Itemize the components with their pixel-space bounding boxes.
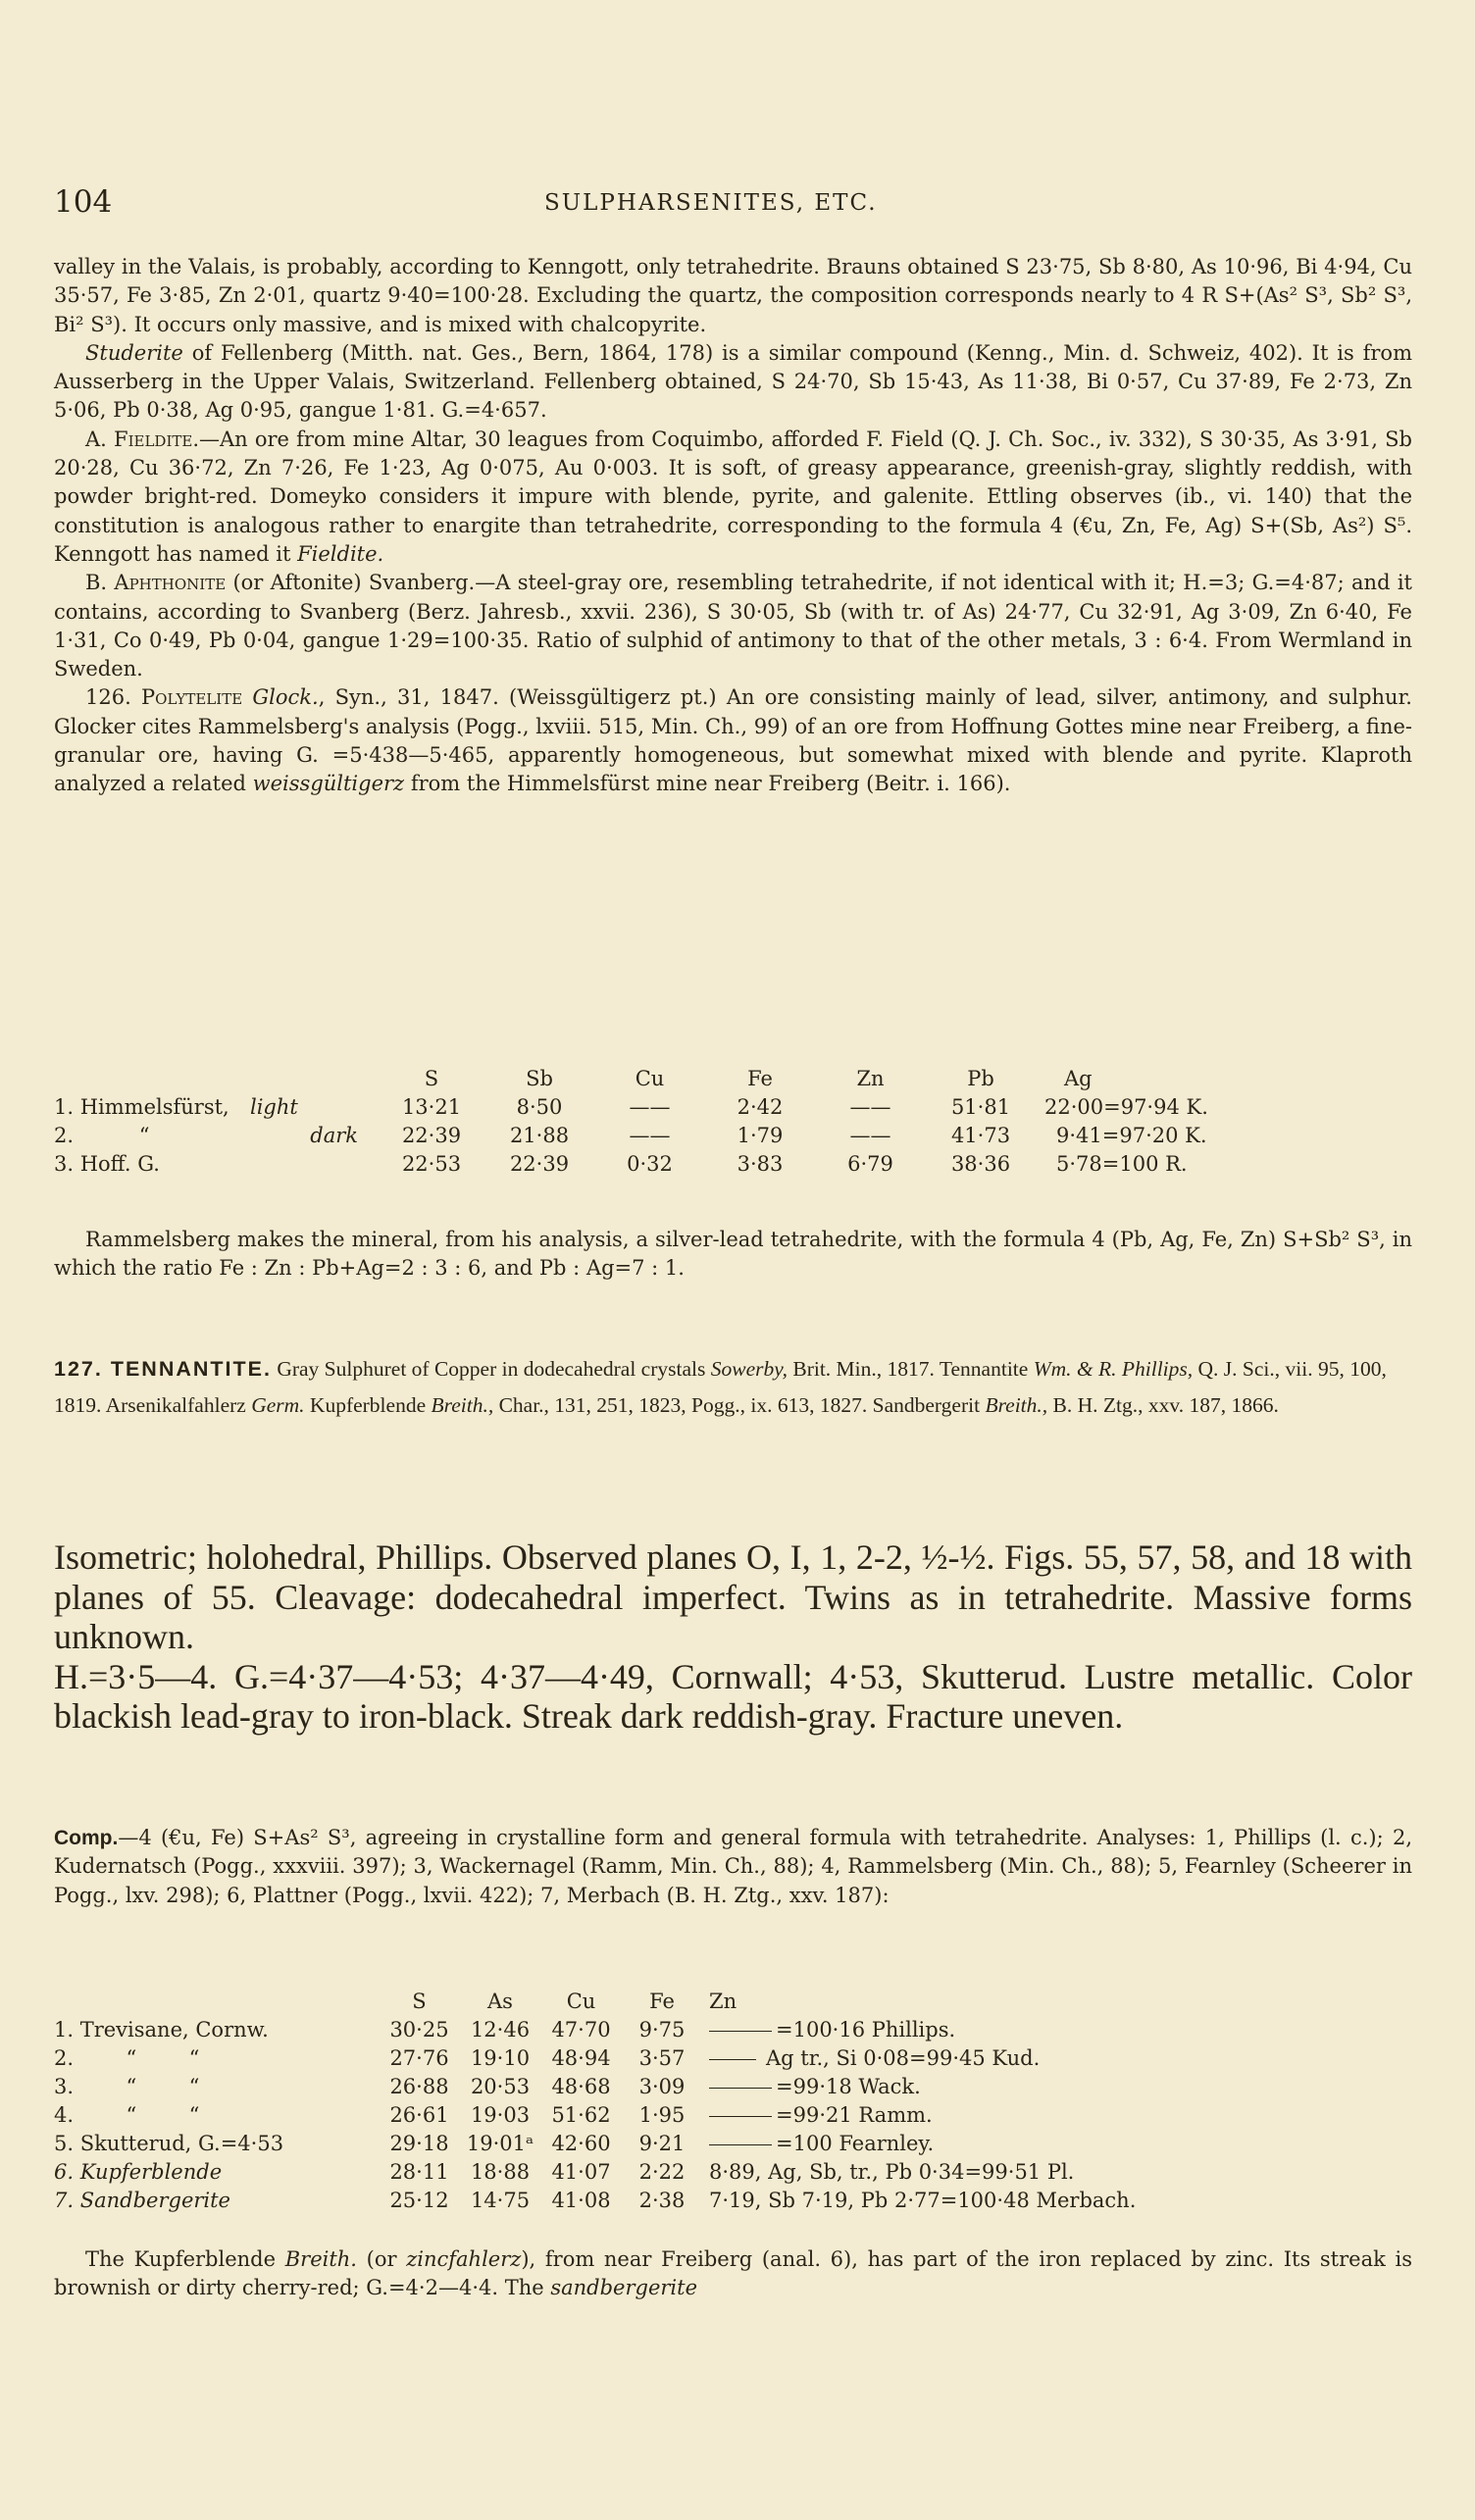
table-row: 1. Himmelsfürst, light 13·21 8·50 —— 2·42 —— 51·81 22·00=97·94 K. xyxy=(54,1094,1208,1119)
table-row: 2. “ dark 22·39 21·88 —— 1·79 —— 41·73 9·41=97·20 K. xyxy=(54,1123,1207,1147)
dash-rule xyxy=(709,2031,772,2032)
column-header: Fe xyxy=(649,1989,675,2013)
species-heading: 127. TENNANTITE. Gray Sulphuret of Copper in dodecahedral crystals Sowerby, Brit. Min., 1817. Tennantite Wm. & R. Phillips, Q. J. Sci., vii. 95, 100, 1819. Arsenikalfahlerz Germ. Kupferblende Breith., Char., 131, 251, 1823, Pogg., ix. 613, 1827. Sandbergerit Breith., B. H. Ztg., xxv. 187, 1866. xyxy=(54,1357,1387,1417)
tennantite-analysis-table xyxy=(54,1987,1388,2214)
book-page xyxy=(54,0,1412,2520)
column-header: As xyxy=(487,1989,513,2013)
dash-rule xyxy=(709,2088,772,2089)
crystal-description xyxy=(54,1537,1412,1737)
column-header: Sb xyxy=(526,1066,553,1090)
column-header: Ag xyxy=(1064,1066,1093,1090)
table-row: 3. Hoff. G. 22·53 22·39 0·32 3·83 6·79 38·36 5·78=100 R. xyxy=(54,1151,1188,1176)
table-row: 4. “ “ 26·61 19·03 51·62 1·95 =99·21 Ramm. xyxy=(54,2102,933,2127)
table-row: 5. Skutterud, G.=4·53 29·18 19·01ᵃ 42·60 9·21 =100 Fearnley. xyxy=(54,2131,935,2155)
page-number: 104 xyxy=(54,184,113,220)
intro-paragraph-polytelite: 126. Polytelite Glock., Syn., 31, 1847. (Weissgültigerz pt.) An ore consisting mainly of lead, silver, antimony, and sulphur. Glocker cites Rammelsberg's analysis (Pogg., lxviii. 515, Min. Ch., 99) of an ore from Hoffnung Gottes mine near Freiberg, a fine-granular ore, having G. =5·438—5·465, apparently homogeneous, but somewhat mixed with blende and pyrite. Klaproth analyzed a related weissgültigerz from the Himmelsfürst mine near Freiberg (Beitr. i. 166). xyxy=(54,685,1412,796)
rammelsberg-note: Rammelsberg makes the mineral, from his analysis, a silver-lead tetrahedrite, with the formula 4 (Pb, Ag, Fe, Zn) S+Sb² S³, in which the ratio Fe : Zn : Pb+Ag=2 : 3 : 6, and Pb : Ag=7 : 1. xyxy=(54,1228,1412,1281)
page-header xyxy=(54,184,1412,224)
table-row: 6. Kupferblende 28·11 18·88 41·07 2·22 8·89, Ag, Sb, tr., Pb 0·34=99·51 Pl. xyxy=(54,2159,1075,2184)
column-header: Fe xyxy=(747,1066,773,1090)
column-header: S xyxy=(424,1066,439,1090)
dash-rule xyxy=(709,2144,772,2145)
description-paragraph-1: Isometric; holohedral, Phillips. Observed planes O, I, 1, 2-2, ½-½. Figs. 55, 57, 58, and 18 with planes of 55. Cleavage: dodecahedral imperfect. Twins as in tetrahedrite. Massive forms unknown. xyxy=(54,1537,1412,1656)
description-paragraph-2: H.=3·5—4. G.=4·37—4·53; 4·37—4·49, Cornwall; 4·53, Skutterud. Lustre metallic. Color blackish lead-gray to iron-black. Streak dark reddish-gray. Fracture uneven. xyxy=(54,1656,1412,1736)
intro-paragraph-aphthonite: B. Aphthonite (or Aftonite) Svanberg.—A steel-gray ore, resembling tetrahedrite, if not identical with it; H.=3; G.=4·87; and it contains, according to Svanberg (Berz. Jahresb., xxvii. 236), S 30·05, Sb (with tr. of As) 24·77, Cu 32·91, Ag 3·09, Zn 6·40, Fe 1·31, Co 0·49, Pb 0·04, gangue 1·29=100·35. Ratio of sulphid of antimony to that of the other metals, 3 : 6·4. From Wermland in Sweden. xyxy=(54,571,1412,681)
table-row: 2. “ “ 27·76 19·10 48·94 3·57 Ag tr., Si 0·08=99·45 Kud. xyxy=(54,2045,1041,2070)
column-header: Cu xyxy=(635,1066,665,1090)
polytelite-analysis-table xyxy=(54,1064,1270,1178)
species-title: 127. TENNANTITE. xyxy=(54,1357,272,1381)
closing-paragraph: The Kupferblende Breith. (or zincfahlerz), from near Freiberg (anal. 6), has part of the iron replaced by zinc. Its streak is brownish or dirty cherry-red; G.=4·2—4·4. The sandbergerite xyxy=(54,2247,1412,2300)
table-header-row xyxy=(54,1064,1270,1092)
column-header: Cu xyxy=(566,1989,596,2013)
intro-paragraph-1: valley in the Valais, is probably, according to Kenngott, only tetrahedrite. Brauns obtained S 23·75, Sb 8·80, As 10·96, Bi 4·94, Cu 35·57, Fe 3·85, Zn 2·01, quartz 9·40=100·28. Excluding the quartz, the composition corresponds nearly to 4 R S+(As² S³, Sb² S³, Bi² S³). It occurs only massive, and is mixed with chalcopyrite. xyxy=(54,255,1412,336)
running-title: SULPHARSENITES, ETC. xyxy=(544,190,878,216)
table-row: 7. Sandbergerite 25·12 14·75 41·08 2·38 7·19, Sb 7·19, Pb 2·77=100·48 Merbach. xyxy=(54,2188,1137,2212)
column-header: Pb xyxy=(967,1066,994,1090)
intro-paragraph-studerite: Studerite of Fellenberg (Mitth. nat. Ges., Bern, 1864, 178) is a similar compound (Kenng., Min. d. Schweiz, 402). It is from Ausserberg in the Upper Valais, Switzerland. Fellenberg obtained, S 24·70, Sb 15·43, As 11·38, Bi 0·57, Cu 37·89, Fe 2·73, Zn 5·06, Pb 0·38, Ag 0·95, gangue 1·81. G.=4·657. xyxy=(54,340,1412,423)
intro-paragraph-fieldite: A. Fieldite.—An ore from mine Altar, 30 leagues from Coquimbo, afforded F. Field (Q. J. Ch. Soc., iv. 332), S 30·35, As 3·91, Sb 20·28, Cu 36·72, Zn 7·26, Fe 1·23, Ag 0·075, Au 0·003. It is soft, of greasy appearance, greenish-gray, slightly reddish, with powder bright-red. Domeyko considers it impure with blende, pyrite, and galenite. Ettling observes (ib., vi. 140) that the constitution is analogous rather to enargite than tetrahedrite, corresponding to the formula 4 (€u, Zn, Fe, Ag) S+(Sb, As²) S⁵. Kenngott has named it Fieldite. xyxy=(54,427,1412,566)
column-header: Zn xyxy=(856,1066,885,1090)
composition-label: Comp. xyxy=(54,1827,119,1849)
table-row: 3. “ “ 26·88 20·53 48·68 3·09 =99·18 Wack. xyxy=(54,2074,921,2098)
composition-text: Comp.—4 (€u, Fe) S+As² S³, agreeing in crystalline form and general formula with tetrahedrite. Analyses: 1, Phillips (l. c.); 2, Kudernatsch (Pogg., xxxviii. 397); 3, Wackernagel (Ramm, Min. Ch., 88); 4, Rammelsberg (Min. Ch., 88); 5, Fearnley (Scheerer in Pogg., lxv. 298); 6, Plattner (Pogg., lxvii. 422); 7, Merbach (B. H. Ztg., xxv. 187): xyxy=(54,1826,1412,1907)
table-header-row xyxy=(54,1987,1388,2015)
column-header: S xyxy=(412,1989,427,2013)
intro-text xyxy=(54,253,1412,799)
dash-rule xyxy=(709,2059,756,2060)
table-row: 1. Trevisane, Cornw. 30·25 12·46 47·70 9·75 =100·16 Phillips. xyxy=(54,2017,956,2041)
column-header: Zn xyxy=(709,1989,738,2013)
dash-rule xyxy=(709,2116,772,2117)
